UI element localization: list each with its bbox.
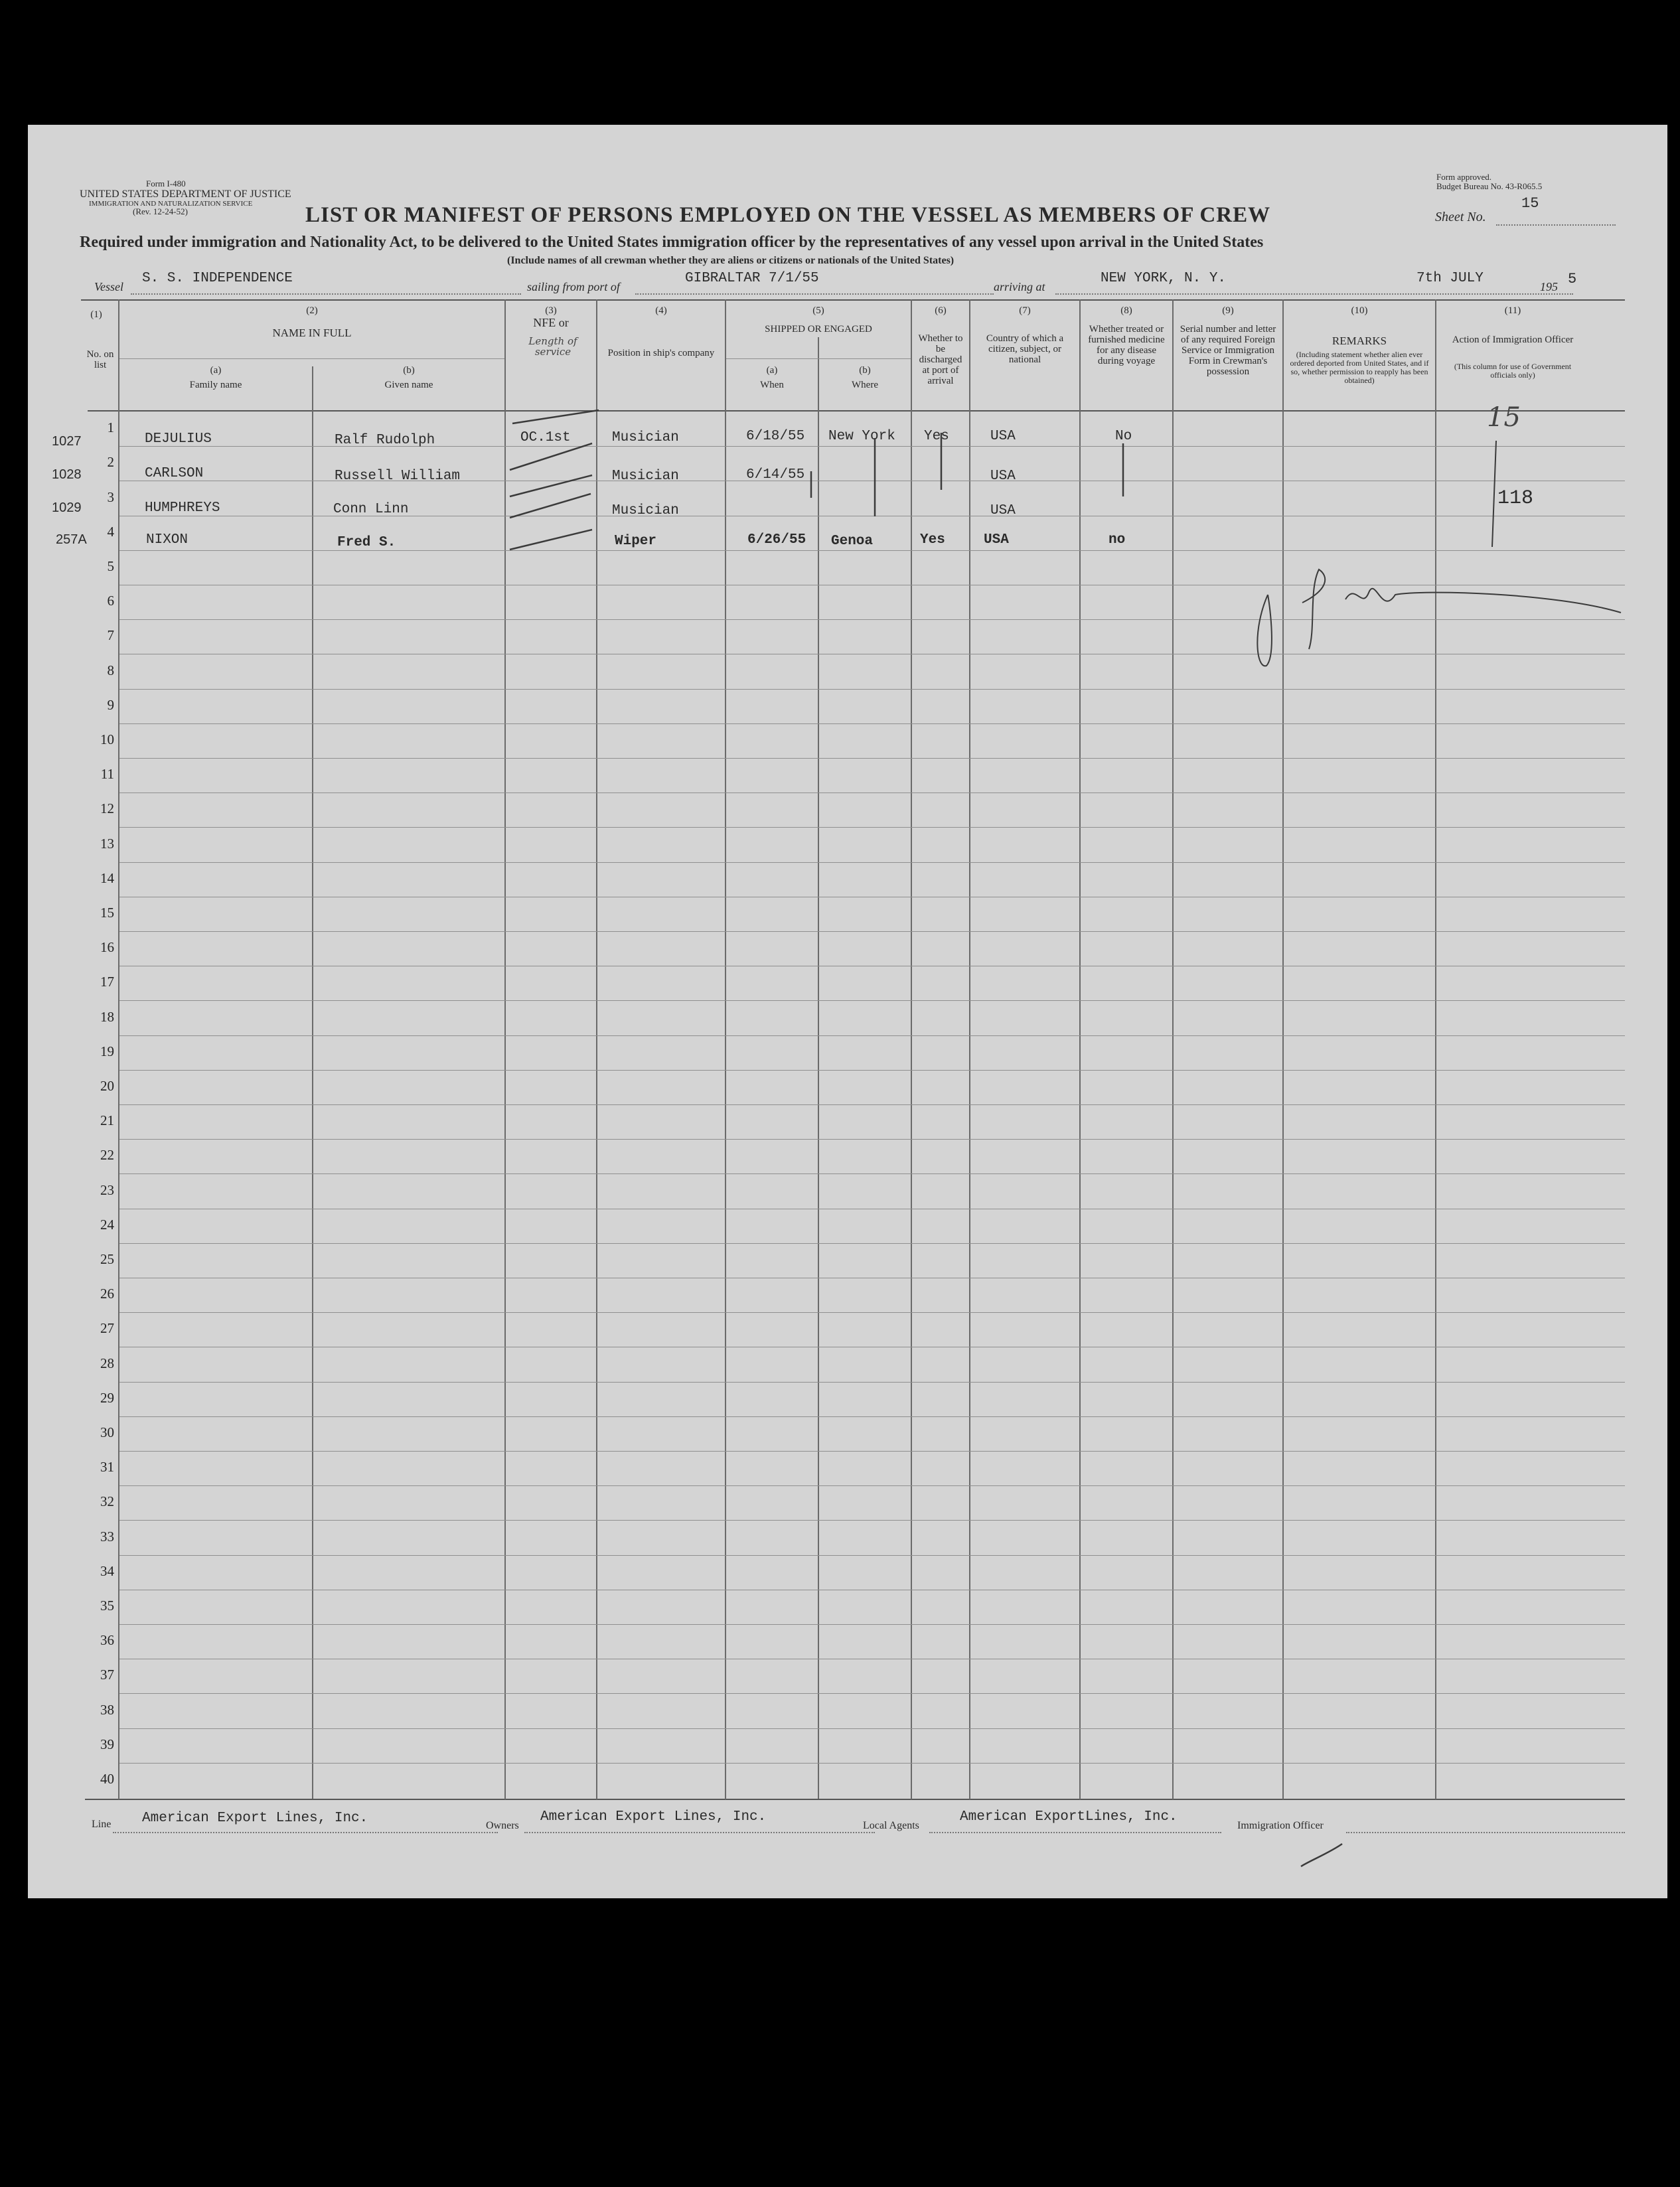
row-number: 22	[100, 1147, 114, 1163]
line-value: American Export Lines, Inc.	[142, 1811, 368, 1826]
owners-label: Owners	[486, 1820, 519, 1831]
family-name: CARLSON	[145, 466, 204, 481]
row-number: 28	[100, 1355, 114, 1371]
owners-rule	[524, 1832, 875, 1833]
row-number: 1	[107, 419, 114, 435]
country: USA	[984, 532, 1009, 548]
shipped-when: 6/14/55	[746, 467, 805, 483]
country: USA	[990, 503, 1016, 518]
row-number: 38	[100, 1702, 114, 1718]
row-number: 14	[100, 870, 114, 886]
col11-note: (This column for use of Government officials only)	[1454, 362, 1572, 380]
col5-num: (5)	[812, 305, 824, 316]
row-number: 19	[100, 1043, 114, 1059]
row-number: 29	[100, 1390, 114, 1406]
col9-label: Serial number and letter of any required Foreign Service or Immigration Form in Crewman's possession	[1180, 324, 1276, 377]
row-number: 24	[100, 1217, 114, 1233]
row-number: 34	[100, 1563, 114, 1579]
form-number: Form I-480	[146, 179, 186, 189]
row-number: 30	[100, 1424, 114, 1440]
col5a-num: (a)	[766, 365, 778, 376]
position: Musician	[612, 469, 679, 484]
row-number: 10	[100, 731, 114, 747]
sheet-number: 15	[1521, 195, 1539, 212]
list-number: 1027	[52, 434, 82, 449]
shipped-where: New York	[828, 429, 895, 444]
col10-note: (Including statement whether alien ever ordered deported from United States, and if so, whether permission to reapply has been obtained)	[1290, 350, 1429, 385]
row-number: 6	[107, 593, 114, 609]
row-number: 2	[107, 454, 114, 470]
form-approved: Form approved.	[1436, 172, 1492, 182]
arrival-date: 7th JULY	[1416, 271, 1484, 286]
country: USA	[990, 429, 1016, 444]
position: Musician	[612, 430, 679, 445]
col10-label: REMARKS	[1332, 335, 1387, 347]
col5b-label: Where	[852, 380, 878, 390]
subtitle: Required under immigration and Nationality Act, to be delivered to the United States immigration officer by the representatives of any vessel upon arrival in the United States	[80, 234, 1264, 251]
row-number: 17	[100, 974, 114, 990]
owners-value: American Export Lines, Inc.	[540, 1809, 767, 1825]
col3-handwritten: Length of service	[528, 335, 577, 358]
col2-label: NAME IN FULL	[272, 327, 352, 339]
row-number: 31	[100, 1459, 114, 1475]
discharged: Yes	[924, 429, 949, 444]
row-number: 5	[107, 558, 114, 574]
form-revision: (Rev. 12-24-52)	[133, 206, 188, 216]
vessel-name: S. S. INDEPENDENCE	[142, 271, 293, 286]
row-number: 12	[100, 800, 114, 816]
col3-label: NFE or	[533, 316, 569, 329]
budget-bureau: Budget Bureau No. 43-R065.5	[1436, 181, 1543, 191]
row-number: 15	[100, 905, 114, 921]
sheet-label: Sheet No.	[1435, 210, 1486, 224]
col7-label: Country of which a citizen, subject, or national	[986, 333, 1064, 365]
row-number: 11	[100, 766, 114, 782]
row-number: 36	[100, 1632, 114, 1648]
vessel-label: Vessel	[94, 280, 123, 293]
agents-value: American ExportLines, Inc.	[960, 1809, 1178, 1825]
list-number: 257A	[56, 532, 87, 547]
handwritten-annotation: 15	[1487, 402, 1521, 433]
nfe-value: OC.1st	[520, 430, 571, 445]
row-number: 18	[100, 1009, 114, 1025]
row-number: 8	[107, 662, 114, 678]
row-number: 7	[107, 627, 114, 643]
given-name: Russell William	[335, 469, 461, 484]
line-rule	[113, 1832, 498, 1833]
col10-num: (10)	[1351, 305, 1368, 316]
col6-label: Whether to be discharged at port of arrival	[918, 333, 963, 386]
sailing-from: GIBRALTAR 7/1/55	[685, 271, 819, 286]
discharged: Yes	[920, 532, 945, 548]
row-number: 33	[100, 1529, 114, 1545]
shipped-when: 6/26/55	[747, 532, 806, 548]
col2a-label: Family name	[189, 380, 242, 390]
service-name: IMMIGRATION AND NATURALIZATION SERVICE	[89, 200, 253, 208]
col5-label: SHIPPED OR ENGAGED	[765, 324, 872, 335]
col8-num: (8)	[1120, 305, 1132, 316]
col1-num: (1)	[90, 309, 102, 320]
col9-num: (9)	[1222, 305, 1234, 316]
row-number: 32	[100, 1493, 114, 1509]
row-number: 9	[107, 697, 114, 713]
given-name: Fred S.	[337, 535, 396, 550]
agents-rule	[929, 1832, 1221, 1833]
col4-label: Position in ship's company	[607, 348, 715, 358]
treated: No	[1115, 429, 1132, 444]
col11-num: (11)	[1504, 305, 1521, 316]
officer-rule	[1346, 1832, 1625, 1833]
col5a-label: When	[760, 380, 784, 390]
row-number: 37	[100, 1667, 114, 1683]
row-number: 25	[100, 1251, 114, 1267]
list-number: 1029	[52, 500, 82, 515]
col5b-num: (b)	[859, 365, 871, 376]
col6-num: (6)	[935, 305, 947, 316]
sailing-label: sailing from port of	[527, 280, 620, 293]
col2a-num: (a)	[210, 365, 222, 376]
row-number: 3	[107, 489, 114, 505]
officer-label: Immigration Officer	[1237, 1820, 1324, 1831]
arriving-label: arriving at	[994, 280, 1045, 293]
treated: no	[1108, 532, 1126, 548]
row-number: 4	[107, 524, 114, 540]
col1-label: No. on list	[86, 349, 114, 370]
row-number: 39	[100, 1736, 114, 1752]
family-name: NIXON	[146, 532, 189, 548]
row-number: 40	[100, 1771, 114, 1787]
handwriting-strokes	[28, 125, 1667, 1898]
row-number: 13	[100, 836, 114, 852]
row-number: 21	[100, 1112, 114, 1128]
arriving-at: NEW YORK, N. Y.	[1101, 271, 1227, 286]
shipped-when: 6/18/55	[746, 429, 805, 444]
given-name: Ralf Rudolph	[335, 433, 435, 448]
col8-label: Whether treated or furnished medicine for any disease during voyage	[1088, 324, 1165, 366]
page-title: LIST OR MANIFEST OF PERSONS EMPLOYED ON THE VESSEL AS MEMBERS OF CREW	[305, 203, 1271, 227]
row-number: 35	[100, 1598, 114, 1614]
handwritten-count: 118	[1497, 487, 1534, 510]
given-name: Conn Linn	[333, 502, 409, 517]
row-number: 20	[100, 1078, 114, 1094]
row-number: 23	[100, 1182, 114, 1198]
list-number: 1028	[52, 467, 82, 482]
row-number: 26	[100, 1286, 114, 1302]
line-label: Line	[92, 1819, 112, 1830]
country: USA	[990, 469, 1016, 484]
col2-num: (2)	[306, 305, 318, 316]
row-number: 16	[100, 939, 114, 955]
col7-num: (7)	[1019, 305, 1031, 316]
agents-label: Local Agents	[863, 1820, 919, 1831]
col11-label: Action of Immigration Officer	[1452, 335, 1574, 345]
shipped-where: Genoa	[831, 534, 874, 549]
col2b-num: (b)	[403, 365, 415, 376]
year-prefix: 195	[1540, 280, 1558, 293]
family-name: DEJULIUS	[145, 431, 212, 447]
include-note: (Include names of all crewman whether they are aliens or citizens or nationals of the United States)	[507, 255, 955, 266]
year-digit: 5	[1568, 271, 1577, 287]
col4-num: (4)	[655, 305, 667, 316]
col3-num: (3)	[545, 305, 557, 316]
position: Wiper	[615, 534, 657, 549]
family-name: HUMPHREYS	[145, 500, 220, 516]
manifest-sheet	[28, 125, 1667, 1898]
col2b-label: Given name	[384, 380, 433, 390]
position: Musician	[612, 503, 679, 518]
row-number: 27	[100, 1320, 114, 1336]
department-name: UNITED STATES DEPARTMENT OF JUSTICE	[80, 189, 291, 200]
